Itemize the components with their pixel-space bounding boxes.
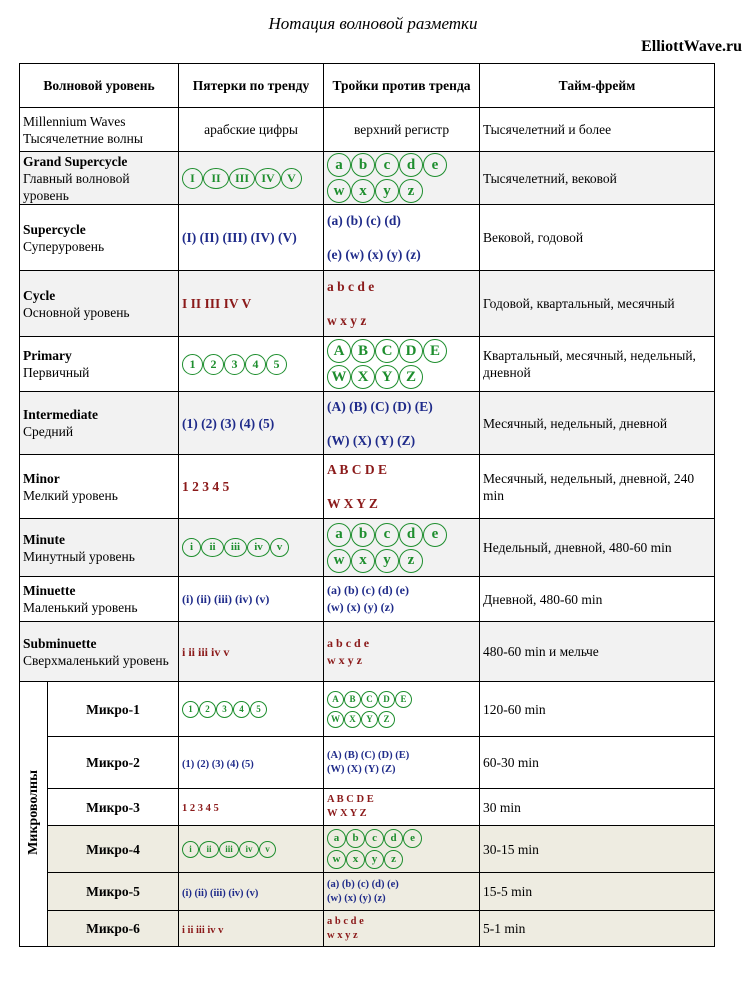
circled-label: 2 [203,354,224,375]
threes-lower: w x y z [327,652,363,667]
micro-level [48,682,179,737]
wave-level [20,337,179,392]
circled-label: a [327,153,351,177]
level-name-en: Subminuette [23,635,97,651]
circled-label: 4 [245,354,266,375]
threes-lower: (w) (x) (y) (z) [327,892,386,904]
circled-label: Y [375,365,399,389]
circled-label: iv [247,538,270,557]
micro-level-name: Микро-2 [86,755,140,770]
threes-lower: W X Y Z [327,808,367,819]
circled-label: 3 [224,354,245,375]
circled-label: C [361,691,378,708]
timeframe-text: Квартальный, месячный, недельный, дневной [483,348,696,380]
trend-fives [179,682,324,737]
micro-row [20,789,715,826]
circled-label: x [351,179,375,203]
timeframe-text: Тысячелетний и более [483,122,612,137]
circled-label: d [384,829,403,848]
timeframe-text: 30 min [483,799,521,815]
threes-upper: (A) (B) (C) (D) (E) [327,749,410,761]
site-name: ElliottWave.ru [641,38,742,55]
page-title: Нотация волновой разметки [268,14,478,33]
circled-label: e [423,153,447,177]
circled-label: 5 [250,701,267,718]
circled-label: A [327,691,344,708]
micro-row [20,682,715,737]
level-row [20,205,715,271]
timeframe [480,737,715,789]
counter-threes [324,873,480,911]
threes-upper: A B C D E [327,794,374,805]
timeframe-text: 480-60 min и мельче [483,644,599,659]
circled-label: w [327,850,346,869]
counter-threes [324,682,480,737]
circled-symbols [182,699,320,719]
wave-level [20,205,179,271]
level-name-ru: Маленький уровень [23,600,138,615]
circled-symbols [327,364,476,390]
circled-label: ii [199,841,219,858]
fives-text: i ii iii iv v [182,924,224,936]
threes-upper: (a) (b) (c) (d) (e) [327,583,409,597]
fives-text: (i) (ii) (iii) (iv) (v) [182,592,270,606]
threes-upper: a b c d e [327,635,370,650]
fives-text: I II III IV V [182,296,252,311]
wave-level [20,271,179,337]
level-row [20,622,715,682]
level-name-ru: Основной уровень [23,304,130,320]
circled-label: a [327,829,346,848]
micro-level [48,789,179,826]
fives-text: 1 2 3 4 5 [182,479,230,494]
level-name-en: Millennium Waves [23,113,126,129]
level-name-en: Primary [23,348,72,363]
circled-label: w [327,549,351,573]
circled-label: v [270,538,289,557]
timeframe [480,826,715,873]
circled-label: b [351,153,375,177]
circled-label: w [327,179,351,203]
wave-level [20,392,179,455]
micro-level-name: Микро-1 [86,701,140,717]
circled-label: 5 [266,354,287,375]
threes-upper: A B C D E [327,462,388,477]
timeframe-text: Тысячелетний, вековой [483,170,617,186]
level-row [20,577,715,622]
circled-symbols [182,839,320,859]
level-name-en: Cycle [23,287,56,303]
circled-label: Z [399,365,423,389]
trend-fives [179,577,324,622]
column-header: Тайм-фрейм [480,64,715,108]
timeframe [480,911,715,947]
trend-fives [179,152,324,205]
counter-threes [324,271,480,337]
level-name-ru: Минутный уровень [23,548,135,564]
level-name-en: Grand Supercycle [23,153,128,169]
level-row [20,455,715,519]
circled-label: W [327,711,344,728]
circled-label: 1 [182,354,203,375]
trend-fives [179,271,324,337]
circled-label: E [423,339,447,363]
circled-label: e [403,829,422,848]
fives-text: (1) (2) (3) (4) (5) [182,415,275,431]
level-row [20,271,715,337]
fives-text: (1) (2) (3) (4) (5) [182,758,254,770]
circled-symbols [327,709,476,729]
circled-label: v [259,841,276,858]
micro-row [20,873,715,911]
timeframe [480,789,715,826]
circled-label: iv [239,841,259,858]
level-name-ru: Средний [23,424,74,439]
circled-symbols [327,152,476,178]
circled-label: B [351,339,375,363]
circled-label: E [395,691,412,708]
trend-fives [179,337,324,392]
threes-lower: W X Y Z [327,496,378,511]
fives-text: i ii iii iv v [182,644,230,659]
micro-level-name: Микро-6 [86,921,140,936]
micro-label-text: Микроволны [26,769,41,855]
circled-label: 4 [233,701,250,718]
micro-level-name: Микро-3 [86,799,140,815]
timeframe-text: 120-60 min [483,701,546,717]
circled-label: c [375,153,399,177]
level-row [20,337,715,392]
micro-group-label [20,682,48,947]
wave-level [20,152,179,205]
column-header: Волновой уровень [20,64,179,108]
micro-level-name: Микро-5 [86,884,140,899]
trend-fives [179,455,324,519]
level-name-en: Minor [23,470,60,486]
circled-label: x [346,850,365,869]
timeframe [480,108,715,152]
threes-lower: (W) (X) (Y) (Z) [327,432,416,448]
circled-symbols [327,548,476,574]
level-name-en: Minuette [23,583,76,598]
column-header: Пятерки по тренду [179,64,324,108]
circled-label: x [351,549,375,573]
threes-text: верхний регистр [353,122,450,137]
wave-level [20,455,179,519]
level-name-en: Supercycle [23,221,86,237]
header-row [20,64,715,108]
threes-upper: (A) (B) (C) (D) (E) [327,398,433,414]
circled-label: II [203,168,229,189]
counter-threes [324,205,480,271]
threes-upper: (a) (b) (c) (d) (e) [327,878,399,890]
timeframe-text: 15-5 min [483,884,533,899]
threes-upper: a b c d e [327,279,375,294]
circled-label: c [375,523,399,547]
timeframe-text: Месячный, недельный, дневной, 240 min [483,470,695,503]
trend-fives [179,737,324,789]
timeframe [480,337,715,392]
counter-threes [324,152,480,205]
circled-label: y [375,549,399,573]
level-name-ru: Сверхмаленький уровень [23,652,169,668]
level-name-ru: Главный волновой уровень [23,170,130,203]
circled-symbols [182,167,320,190]
circled-symbols [327,522,476,548]
timeframe-text: Месячный, недельный, дневной [483,415,668,431]
circled-label: c [365,829,384,848]
circled-label: D [399,339,423,363]
level-name-en: Minute [23,531,65,547]
circled-label: i [182,538,201,557]
column-header: Тройки против тренда [324,64,480,108]
counter-threes [324,392,480,455]
level-name-en: Intermediate [23,407,98,422]
circled-label: III [229,168,255,189]
level-name-ru: Первичный [23,365,90,380]
micro-level [48,911,179,947]
trend-fives [179,873,324,911]
circled-label: y [365,850,384,869]
threes-lower: w x y z [327,929,358,941]
circled-label: D [378,691,395,708]
timeframe-text: Вековой, годовой [483,230,584,245]
circled-label: y [375,179,399,203]
wave-level [20,622,179,682]
level-name-ru: Мелкий уровень [23,487,118,503]
timeframe-text: Недельный, дневной, 480-60 min [483,540,672,555]
trend-fives [179,622,324,682]
circled-symbols [327,338,476,364]
timeframe-text: 30-15 min [483,841,539,857]
circled-label: z [399,179,423,203]
timeframe-text: Годовой, квартальный, месячный [483,296,675,311]
trend-fives [179,392,324,455]
counter-threes [324,737,480,789]
circled-label: iii [224,538,247,557]
circled-label: V [281,168,302,189]
circled-symbols [182,537,320,558]
timeframe [480,519,715,577]
counter-threes [324,337,480,392]
circled-label: b [351,523,375,547]
circled-symbols [327,849,476,870]
timeframe [480,622,715,682]
micro-level-name: Микро-4 [86,841,140,857]
circled-label: iii [219,841,239,858]
threes-lower: (W) (X) (Y) (Z) [327,763,396,775]
micro-level [48,873,179,911]
trend-fives [179,911,324,947]
circled-label: X [351,365,375,389]
trend-fives [179,826,324,873]
counter-threes [324,826,480,873]
timeframe-text: 5-1 min [483,921,526,936]
circled-label: 1 [182,701,199,718]
trend-fives [179,205,324,271]
circled-label: z [384,850,403,869]
timeframe [480,455,715,519]
level-row [20,392,715,455]
counter-threes [324,622,480,682]
circled-label: Y [361,711,378,728]
circled-label: IV [255,168,281,189]
timeframe [480,205,715,271]
trend-fives [179,519,324,577]
timeframe-text: 60-30 min [483,755,539,770]
counter-threes [324,911,480,947]
circled-symbols [327,178,476,204]
counter-threes [324,455,480,519]
counter-threes [324,577,480,622]
threes-upper: a b c d e [327,915,364,927]
circled-label: X [344,711,361,728]
micro-row [20,826,715,873]
threes-lower: (e) (w) (x) (y) (z) [327,247,421,262]
circled-label: d [399,153,423,177]
wave-level [20,519,179,577]
counter-threes [324,519,480,577]
micro-level [48,737,179,789]
circled-label: Z [378,711,395,728]
counter-threes [324,789,480,826]
trend-fives [179,108,324,152]
wave-level [20,577,179,622]
circled-label: B [344,691,361,708]
timeframe [480,392,715,455]
micro-level [48,826,179,873]
fives-text: (I) (II) (III) (IV) (V) [182,230,297,245]
circled-label: W [327,365,351,389]
circled-label: C [375,339,399,363]
circled-label: b [346,829,365,848]
circled-label: 3 [216,701,233,718]
fives-text: арабские цифры [204,122,298,137]
timeframe-text: Дневной, 480-60 min [483,591,603,607]
level-row [20,108,715,152]
level-name-ru: Суперуровень [23,238,105,254]
fives-text: (i) (ii) (iii) (iv) (v) [182,887,259,899]
circled-label: I [182,168,203,189]
timeframe [480,577,715,622]
timeframe [480,873,715,911]
timeframe [480,152,715,205]
timeframe [480,682,715,737]
circled-label: 2 [199,701,216,718]
circled-label: d [399,523,423,547]
micro-row [20,737,715,789]
micro-row [20,911,715,947]
circled-label: e [423,523,447,547]
circled-label: z [399,549,423,573]
level-row [20,152,715,205]
level-name-ru: Тысячелетние волны [23,130,143,146]
wave-level [20,108,179,152]
circled-label: A [327,339,351,363]
threes-upper: (a) (b) (c) (d) [327,213,401,228]
circled-symbols [182,353,320,376]
circled-symbols [327,828,476,849]
counter-threes [324,108,480,152]
level-row [20,519,715,577]
circled-label: ii [201,538,224,557]
timeframe [480,271,715,337]
fives-text: 1 2 3 4 5 [182,803,219,814]
threes-lower: (w) (x) (y) (z) [327,600,394,614]
circled-label: a [327,523,351,547]
trend-fives [179,789,324,826]
circled-symbols [327,689,476,709]
notation-table [19,63,715,947]
circled-label: i [182,841,199,858]
threes-lower: w x y z [327,313,367,328]
